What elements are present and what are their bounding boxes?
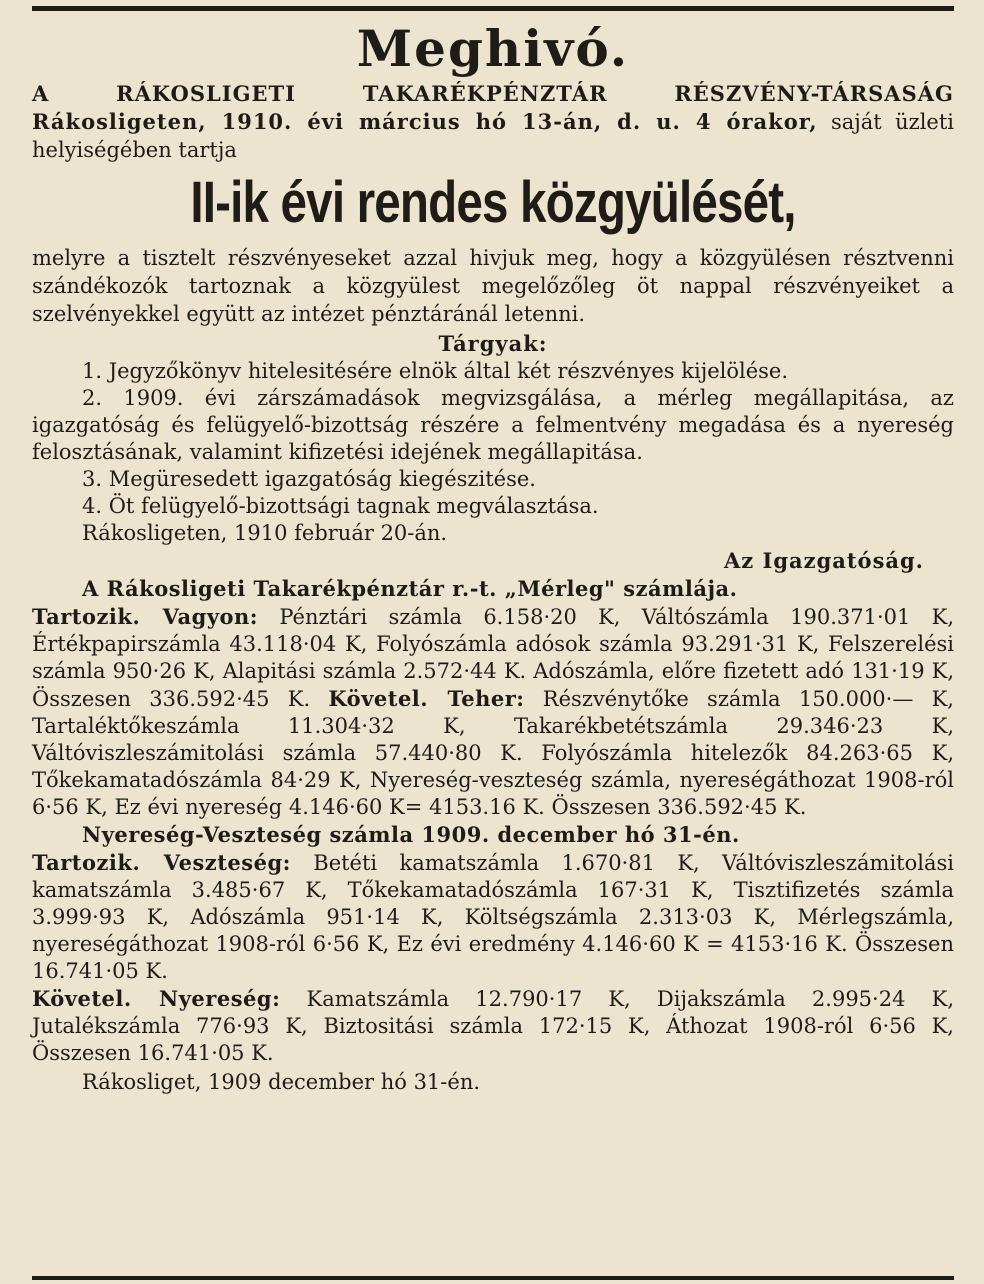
agenda-item: 3. Megüresedett igazgatóság kiegészitése. [82, 467, 536, 491]
signature: Az Igazgatóság. [724, 548, 924, 573]
pnl-title: Nyereség-Veszteség számla 1909. december hó 31-én. [82, 822, 740, 847]
intro-lead: A RÁKOSLIGETI TAKARÉKPÉNZTÁR RÉSZVÉNY-TÁRSASÁG Rákosligeten, 1910. évi március hó 13-án, d. u. 4 órakor, [32, 81, 954, 134]
assets-text: Pénztári számla 6.158·20 K, Váltószámla 190.371·01 K, Értékpapirszámla 43.118·04 K, Folyószámla adósok számla 93.291·31 K, Felszerelési számla 950·26 K, Alapitási számla 2.572·44 K. Adószámla, előre fizetett adó 131·19 K, Összesen 336.592·45 K. [32, 605, 954, 711]
agenda-heading: Tárgyak: [438, 331, 548, 356]
bottom-rule [32, 1276, 954, 1280]
notice-column [32, 18, 954, 1096]
invitation-text: melyre a tisztelt részvényeseket azzal hivjuk meg, hogy a közgyülésen résztvenni szándékozók tartoznak a közgyülest megelőzőleg öt nappal részvényeiket a szelvényekkel együtt az intézet pénztáránál letenni. [32, 246, 954, 326]
credit-text: Kamatszámla 12.790·17 K, Dijakszámla 2.995·24 K, Jutalékszámla 776·93 K, Biztositási számla 172·15 K, Áthozat 1908-ról 6·56 K, Összesen 16.741·05 K. [32, 987, 954, 1065]
balance-text [32, 603, 954, 821]
pnl-date: Rákosliget, 1909 december hó 31-én. [82, 1070, 481, 1094]
agenda-item: 4. Öt felügyelő-bizottsági tagnak megválasztása. [82, 494, 599, 518]
notice-title: Meghivó. [356, 19, 630, 78]
liabilities-text: Részvénytőke számla 150.000·— K, Tartaléktőkeszámla 11.304·32 K, Takarékbetétszámla 29.346·23 K, Váltóviszleszámitolási számla 57.440·80 K. Folyószámla hitelezők 84.263·65 K, Tőkekamatadószámla 84·29 K, Nyereség-veszteség számla, nyereségáthozat 1908-ról 6·56 K, Ez évi nyereség 4.146·60 K= 4153.16 K. Összesen 336.592·45 K. [32, 687, 954, 819]
pnl-credit [32, 985, 954, 1067]
liabilities-label: Követel. Teher: [328, 686, 525, 711]
credit-label: Követel. Nyereség: [32, 986, 281, 1011]
assets-label: Tartozik. Vagyon: [32, 604, 259, 629]
debit-label: Tartozik. Veszteség: [32, 850, 291, 875]
balance-title: A Rákosligeti Takarékpénztár r.-t. „Mérleg" számlája. [82, 576, 738, 601]
intro-paragraph [32, 80, 954, 164]
meeting-headline: II-ik évi rendes közgyülését, [190, 170, 796, 235]
agenda-item: 1. Jegyzőkönyv hitelesitésére elnök által két részvényes kijelölése. [82, 359, 789, 383]
top-rule [32, 6, 954, 11]
agenda-item: 2. 1909. évi zárszámadások megvizsgálása, a mérleg megállapitása, az igazgatóság és felügyelő-bizottság részére a felmentvény megadása és a nyereség felosztásának, valamint kifizetési idejének megállapitása. [32, 386, 954, 464]
debit-text: Betéti kamatszámla 1.670·81 K, Váltóviszleszámitolási kamatszámla 3.485·67 K, Tőkekamatadószámla 167·31 K, Tisztifizetés számla 3.999·93 K, Adószámla 951·14 K, Költségszámla 2.313·03 K, Mérlegszámla, nyereségáthozat 1908-ról 6·56 K, Ez évi eredmény 4.146·60 K = 4153·16 K. Összesen 16.741·05 K. [32, 851, 954, 983]
pnl-debit [32, 849, 954, 985]
intro-rest: saját üzleti helyiségében tartja [32, 110, 954, 162]
agenda-place-date: Rákosligeten, 1910 február 20-án. [82, 521, 448, 545]
